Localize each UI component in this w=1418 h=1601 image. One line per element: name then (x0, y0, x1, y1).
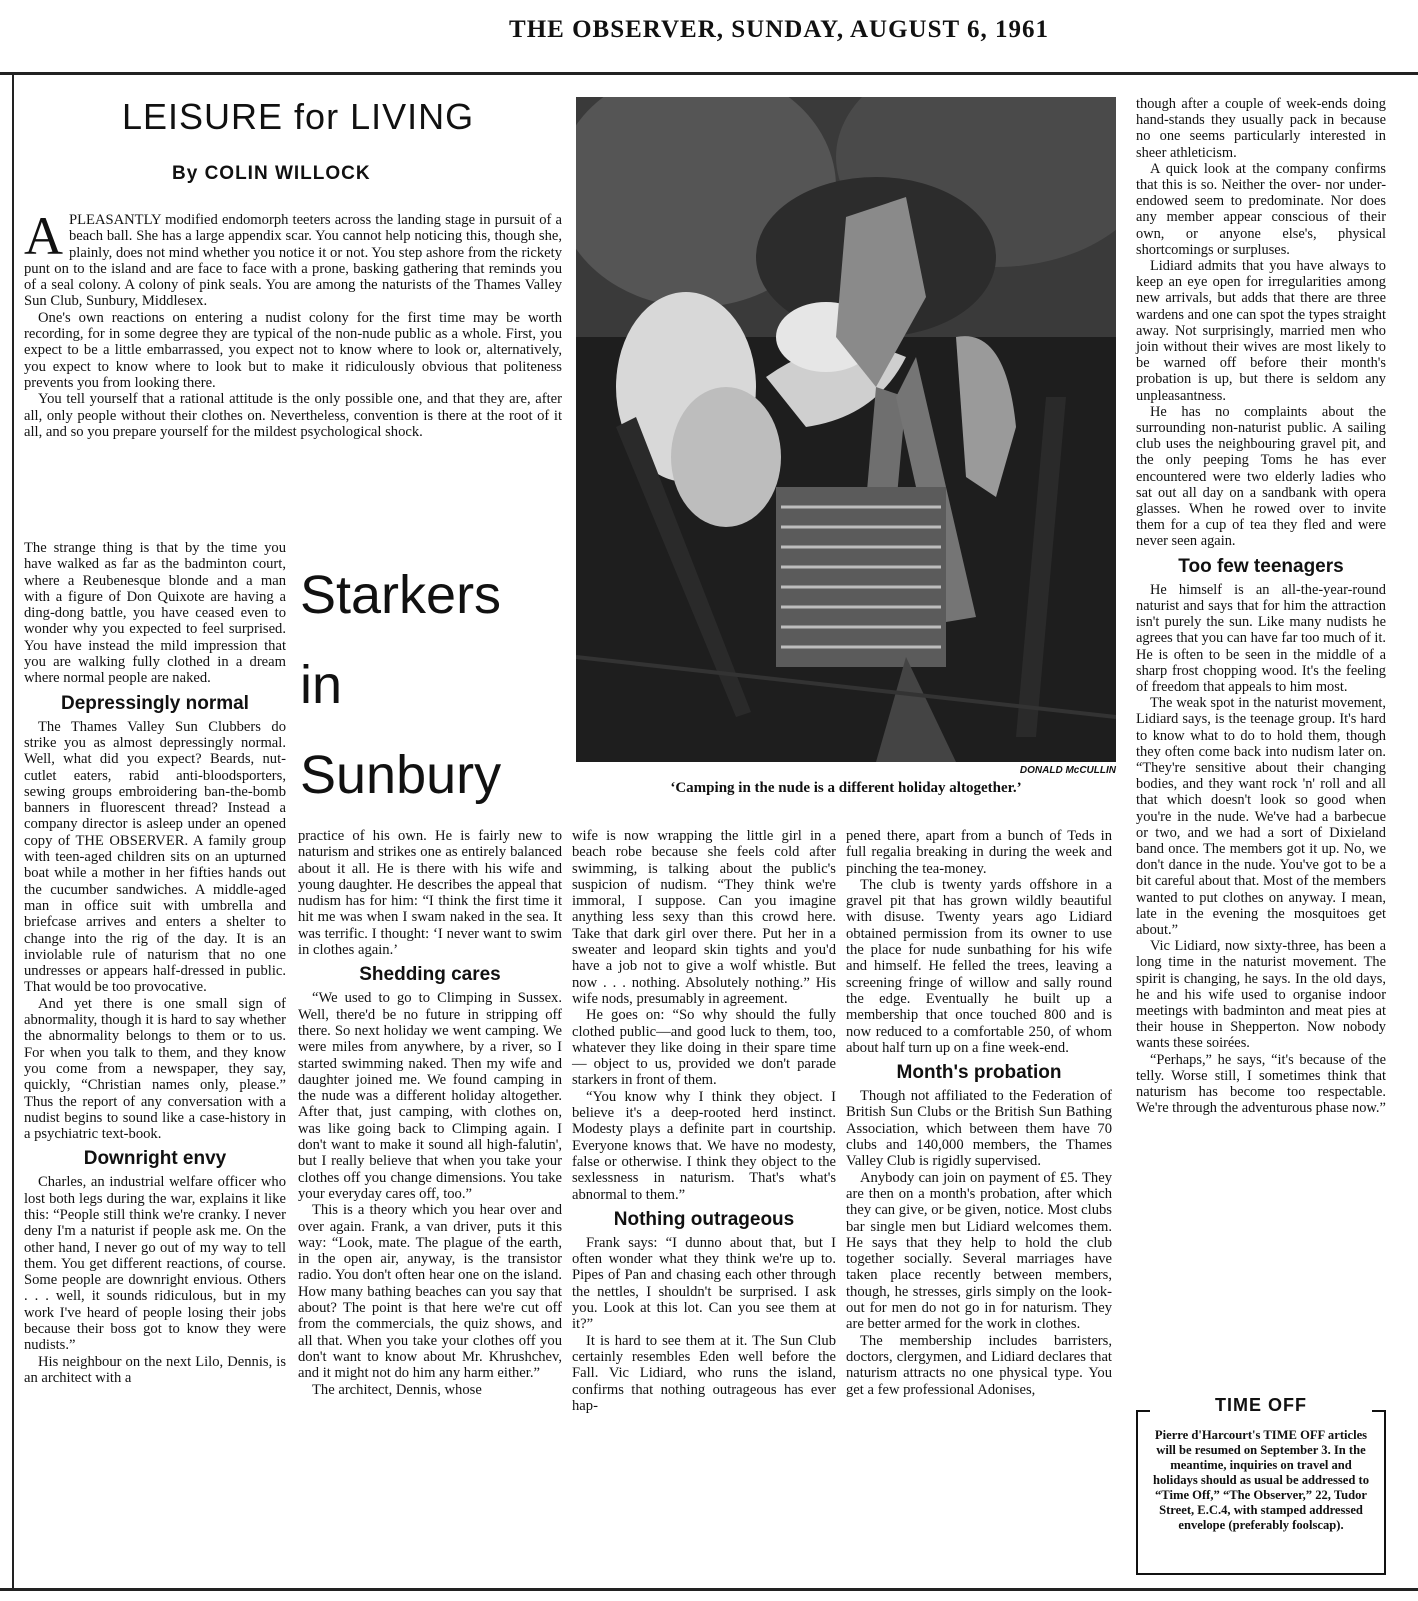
col2-paragraph-2: “We used to go to Climping in Sussex. Well, there'd be no future in stripping off there. So next holiday we went camping. We were miles from anywhere, by a river, so I started swimming naked. Then my wife and daughter joined me. We found camping in the nude was a different holiday altogether. After that, just camping, with clothes on, was like going back to Climping again. I don't want to make it sound all high-falutin', but I really believe that when you take your clothes off you change dimensions. You take your everyday cares off, too.” (298, 990, 562, 1202)
masthead-text: THE OBSERVER, SUNDAY, AUGUST 6, 1961 (509, 16, 1049, 43)
article-headline (300, 550, 560, 820)
subhead-too-few-teenagers: Too few teenagers (1178, 555, 1344, 577)
column-3 (572, 828, 836, 1414)
column-2 (298, 828, 562, 1398)
column-4 (846, 828, 1112, 1398)
col4-paragraph-5: The membership includes barristers, doctors, clergymen, and Lidiard declares that naturism attracts no one physical type. You get a few professional Adonises, (846, 1332, 1112, 1398)
col2-paragraph-4: The architect, Dennis, whose (312, 1381, 482, 1398)
col4-paragraph-1: pened there, apart from a bunch of Teds in full regalia breaking in during the week and pinching the tea-money. (846, 828, 1112, 877)
subhead-months-probation: Month's probation (896, 1062, 1062, 1084)
subhead-shedding-cares: Shedding cares (359, 964, 501, 986)
col3-paragraph-3: “You know why I think they object. I believe it's a deep-rooted herd instinct. Modesty plays a definite part in courtship. Everyone knows that. We have no modesty, false or otherwise. I think they object to the sexlessness in naturism. That's what's abnormal to them.” (572, 1088, 836, 1203)
col5-paragraph-3: Lidiard admits that you have always to keep an eye open for irregularities among new arrivals, but adds that there are three wardens and one can spot the types straight away. Not surprisingly, married men who join without their wives are most likely to be warned off before their month's probation is up, but there is seldom any unpleasantness. (1136, 258, 1386, 404)
bottom-rule (0, 1588, 1418, 1591)
column-5 (1136, 96, 1386, 1116)
col1-paragraph-3: And yet there is one small sign of abnormality, though it is hard to say whether the abnormality belongs to them or to us. For when you talk to them, and they know you come from a newspaper, they say, quickly, “Christian names only, please.” Thus the report of any conversation with a nudist begins to sound like a case-history in a psychiatric text-book. (24, 995, 286, 1143)
col5-paragraph-4: He has no complaints about the surrounding non-naturist public. A sailing club uses the neighbouring gravel pit, and the only peeping Toms he has ever encountered were two elderly ladies who sat out all day on a sandbank with opera glasses. When he rowed over to invite them for a cup of tea they fled and were never seen again. (1136, 403, 1386, 550)
photo-caption: ‘Camping in the nude is a different holiday altogether.’ (670, 780, 1022, 796)
col5-paragraph-2: A quick look at the company confirms that this is so. Neither the over- nor under-endowed seem to predominate. Nor does any member appear conscious of their own, or anyone else's, physical shortcomings or surpluses. (1136, 160, 1386, 258)
left-column-rule (12, 75, 14, 1588)
col4-paragraph-2: The club is twenty yards offshore in a gravel pit that has grown wildly beautiful with disuse. Twenty years ago Lidiard obtained permission from its owner to use the place for nude sunbathing for his wife and himself. He felled the trees, leaving a screening fringe of willow and sally round the edge. Eventually he built up a membership that once touched 800 and is now reduced to a comfortable 250, of whom about half turn up on a fine week-end. (846, 876, 1112, 1056)
col3-paragraph-1: wife is now wrapping the little girl in a beach robe because she feels cold after swimming, is talking about the public's suspicion of nudism. “They think we're immoral, I suppose. Can you imagine anything less sexy than this crowd here. Take that dark girl over there. Put her in a sweater and leopard skin tights and you'd have a job not to give a wolf whistle. But now . . . nothing. Absolutely nothing.” His wife nods, presumably in agreement. (572, 828, 836, 1007)
col3-paragraph-5: It is hard to see them at it. The Sun Club certainly resembles Eden well before the Fall. Vic Lidiard, who runs the island, confirms that nothing outrageous has ever hap- (572, 1332, 836, 1414)
photo-credit: DONALD McCULLIN (1019, 765, 1116, 776)
article-photo (576, 97, 1116, 762)
photo-campers-image (576, 97, 1116, 762)
section-title: LEISURE for LIVING (122, 96, 475, 137)
headline-line-2: in (300, 655, 343, 715)
col5-paragraph-6: The weak spot in the naturist movement, Lidiard says, is the teenage group. It's hard to know what to do to hold them, though they often come back into nudism later on. “They're sensitive about their changing bodies, and they want rock 'n' roll and all that which doesn't look so good when you're in the nude. We've had a barbecue or two, and we had a sort of Dixieland band once. The members got it up. No, we don't dance in the nude. You've got to be a bit careful about that. Most of the members wanted to put clothes on anyway. I mean, late in the evening the mosquitoes get about.” (1136, 695, 1386, 938)
subhead-downright-envy: Downright envy (83, 1148, 227, 1170)
col3-paragraph-2: He goes on: “So why should the fully clothed public—and good luck to them, too, whatever they like doing in their spare time — object to us, provided we don't parade starkers in front of them. (572, 1007, 836, 1089)
col4-paragraph-3: Though not affiliated to the Federation of British Sun Clubs or the British Sun Bathing Association, which between them have 70 clubs and 140,000 members, the Thames Valley Club is rigidly supervised. (846, 1088, 1112, 1170)
intro-paragraph-1: APLEASANTLY modified endomorph teeters across the landing stage in pursuit of a beach ball. She has a large appendix scar. You cannot help noticing this, though she, plainly, does not mind whether you notice it or not. You step ashore from the rickety punt on to the island and are face to face with a prone, basking gathering that reminds you of a seal colony. A colony of pink seals. You are among the naturists of the Thames Valley Sun Club, Sunbury, Middlesex. (24, 206, 562, 310)
col1-paragraph-2: The Thames Valley Sun Clubbers do strike you as almost depressingly normal. Well, what did you expect? Beards, nut-cutlet eaters, rabid anti-bloodsporters, sewing groups embroidering ban-the-bomb banners in fluorescent thread? Instead a company director is asleep under an opened copy of THE OBSERVER. A family group with teen-aged children sits on an upturned boat while a mother in her fifties hands out the cucumber sandwiches. A middle-aged man in office suit with umbrella and briefcase arrives and enters a shelter to change into the rig of the day. It is an inviolable rule of naturism that no one undresses or appears half-dressed in public. That would be too provocative. (24, 718, 286, 996)
drop-cap: A (24, 206, 63, 266)
headline-line-1: Starkers (300, 565, 502, 625)
col3-paragraph-4: Frank says: “I dunno about that, but I often wonder what they think we're up to. Pipes of Pan and chasing each other through the nettles, I shouldn't be surprised. I ask you. Look at this lot. Can you see them at it?” (572, 1234, 836, 1333)
col4-paragraph-4: Anybody can join on payment of £5. They are then on a month's probation, after which they can give, or be given, notice. Most clubs bar single men but Lidiard welcomes them. He says that they help to hold the club together socially. Several marriages have taken place recently between members, though, he stresses, girls simply on the look-out for men do not go in for naturism. They are better armed for the work in clothes. (846, 1169, 1112, 1333)
masthead (0, 8, 1418, 70)
top-rule (0, 72, 1418, 75)
intro-paragraph-3: You tell yourself that a rational attitude is the only possible one, and that they are, after all, only people without their clothes on. Nevertheless, convention is there at the root of it all, and so you prepare yourself for the mildest psychological shock. (24, 391, 562, 440)
subhead-nothing-outrageous: Nothing outrageous (613, 1208, 795, 1230)
col5-paragraph-7: Vic Lidiard, now sixty-three, has been a long time in the naturist movement. The spirit is changing, he says. In the old days, he and his wife used to organise indoor meetings with badminton and meat pies at their house in Shepperton. Now nobody wants these soirées. (1136, 938, 1386, 1052)
time-off-notice: Pierre d'Harcourt's TIME OFF articles will be resumed on September 3. In the meantime, inquiries on travel and holidays should as usual be addressed to “Time Off,” “The Observer,” 22, Tudor Street, E.C.4, with stamped addressed envelope (preferably foolscap). (1152, 1428, 1370, 1532)
col2-paragraph-1: practice of his own. He is fairly new to naturism and strikes one as entirely balanced about it all. He is there with his wife and young daughter. He describes the appeal that nudism has for him: “I think the first time it hit me was when I swam naked in the sea. It was terrific. I thought: ‘I never want to swim in clothes again.’ (298, 828, 562, 959)
col5-paragraph-1: though after a couple of week-ends doing hand-stands they usually pack in because no one seems particularly interested in sheer athleticism. (1136, 96, 1386, 161)
column-1 (24, 540, 286, 1386)
intro-block (24, 206, 562, 440)
col1-paragraph-1: The strange thing is that by the time you have walked as far as the badminton court, where a Reubenesque blonde and a man with a figure of Don Quixote are having a ding-dong battle, you have ceased even to wonder why you expected to feel surprised. You have instead the mild impression that you are walking fully clothed in a dream where normal people are naked. (24, 540, 286, 687)
col5-paragraph-5: He himself is an all-the-year-round naturist and says that for him the attraction isn't purely the sun. Like many nudists he agrees that you can have far too much of it. He is often to be seen in the middle of a sharp frost chopping wood. It's the feeling of freedom that appeals to him most. (1136, 581, 1386, 695)
time-off-title: TIME OFF (1150, 1395, 1372, 1416)
headline-line-3: Sunbury (300, 745, 502, 805)
intro-paragraph-2: One's own reactions on entering a nudist colony for the first time may be worth recording, for in some degree they are typical of the non-nude public as a whole. First, you expect to be a little embarrassed, you expect not to know where to look or, alternatively, you expect to know where to look but to make it ridiculously obvious that politeness prevents you from looking there. (24, 309, 562, 391)
subhead-depressingly-normal: Depressingly normal (61, 692, 249, 714)
col5-paragraph-8: “Perhaps,” he says, “it's because of the telly. Worse still, I sometimes think that naturism has become too respectable. We're through the adventurous phase now.” (1136, 1051, 1386, 1117)
col1-paragraph-4: Charles, an industrial welfare officer who lost both legs during the war, explains it like this: “People still think we're cranky. I never deny I'm a naturist if people ask me. On the other hand, I never go out of my way to tell them. You get different reactions, of course. Some people are downright envious. Others . . . well, it sounds ridiculous, but in my work I've heard of people losing their jobs because their boss got to know they were nudists.” (24, 1174, 286, 1354)
byline: By COLIN WILLOCK (172, 163, 371, 184)
col1-paragraph-5: His neighbour on the next Lilo, Dennis, is an architect with a (24, 1353, 286, 1386)
col2-paragraph-3: This is a theory which you hear over and over again. Frank, a van driver, puts it this way: “Look, mate. The plague of the earth, in the open air, anyway, is the transistor radio. You don't often hear one on the island. How many bathing beaches can you say that about? The point is that here we're cut off from the commercials, the quiz shows, and all that. When you take your clothes off you don't want to know about Mr. Khrushchev, and it might not do him any harm either.” (298, 1202, 562, 1382)
